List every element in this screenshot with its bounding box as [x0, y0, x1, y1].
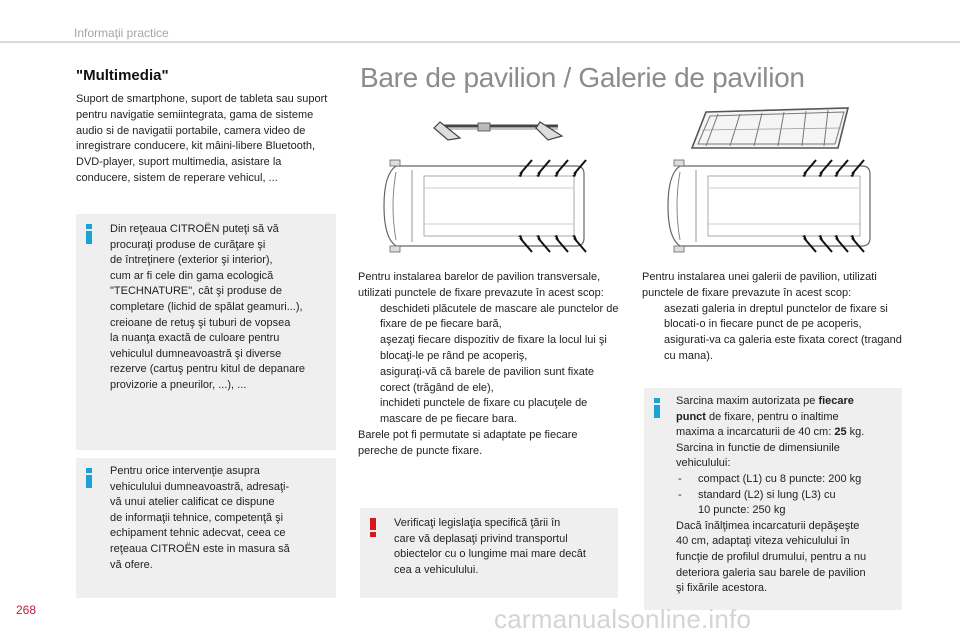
warning-box	[360, 508, 618, 598]
roof-bars-outro: Barele pot fi permutate si adaptate pe fiecare pereche de puncte fixare.	[358, 428, 578, 457]
info-icon	[654, 398, 660, 418]
list-item: asezati galeria in dreptul punctelor de fixare si blocati-o in fiecare punct de pe acoperis,	[664, 302, 888, 331]
header-divider	[0, 41, 960, 43]
van-top-view-rack	[664, 154, 876, 254]
roof-bars-intro: Pentru instalarea barelor de pavilion transversale, utilizati punctele de fixare prevazute în acest scop:	[358, 271, 604, 299]
warning-icon	[370, 518, 376, 537]
info-box-load	[644, 388, 902, 610]
warning-text: Verificaţi legislaţia specifică ţării în care vă deplasaţi privind transportul obiectelor cu o lungime mai mare decât cea a vehiculului.	[394, 517, 586, 576]
list-item: aşezaţi fiecare dispozitiv de fixare la locul lui şi blocaţi-le pe rând pe acoperiş,	[380, 334, 607, 362]
roof-bars-instructions	[358, 270, 620, 460]
list-item: asiguraţi-vă că barele de pavilion sunt fixate corect (trăgând de ele),	[380, 365, 595, 394]
section-header: Informaţii practice	[74, 26, 169, 40]
list-item: asigurati-va ca galeria este fixata corect (tragand cu mana).	[664, 334, 902, 362]
info-icon	[86, 224, 92, 244]
list-item: - compact (L1) cu 8 puncte: 200 kg	[678, 472, 862, 485]
info-box-load-text: Sarcina maxim autorizata pe fiecare punct de fixare, pentru o inaltime maxima a incarcaturii de 40 cm: 25 kg. Sarcina in functie de dimensiunile vehiculului: - compact (L1) cu 8 puncte: 200 kg - standard (L2) si lung (L3) cu 10 puncte: 250 kg Dacă înălţimea incarcaturii depăşeşte 40 cm, adaptaţi viteza vehiculului în funcţie de profilul drumului, pentru a nu deteriora galeria sau barele de pavilion şi fixările acestora.	[676, 394, 900, 597]
watermark: carmanualsonline.info	[494, 604, 752, 634]
page-title: Bare de pavilion / Galerie de pavilion	[360, 62, 805, 93]
roof-rack-illustration	[688, 104, 858, 154]
multimedia-body: Suport de smartphone, suport de tableta sau suport pentru navigatie semiintegrata, gama de sisteme audio si de navigatii portabile, camera video de inregistrare conducere, kit mâini-libere Bluetooth, DVD-player, suport multimedia, asistare la conducere, sistem de reperare vehicul, ...	[76, 93, 328, 184]
list-item: - standard (L2) si lung (L3) cu	[678, 488, 836, 501]
info-box-products	[76, 214, 336, 450]
roof-bar-illustration	[430, 108, 570, 148]
roof-rack-instructions	[642, 270, 904, 365]
multimedia-title: "Multimedia"	[76, 67, 169, 84]
list-item: inchideti punctele de fixare cu placuţele de mascare de pe fiecare bara.	[380, 397, 588, 426]
list-item: deschideti plăcutele de mascare ale punctelor de fixare de pe fiecare bară,	[380, 302, 619, 331]
van-top-view-bars	[380, 154, 590, 254]
info-box-service-text: Pentru orice intervenţie asupra vehiculului dumneavoastră, adresaţi- vă unui atelier calificat ce dispune de informaţii tehnice, competenţă şi echipament tehnic adecvat, ceea ce reţeaua CITROËN este in masura să vă ofere.	[110, 465, 290, 571]
roof-rack-intro: Pentru instalarea unei galerii de pavilion, utilizati punctele de fixare prevazute în acest scop:	[642, 271, 877, 299]
info-box-products-text: Din reţeaua CITROËN puteţi să vă procuraţi produse de curăţare şi de întreţinere (exterior şi interior), cum ar fi cele din gama ecologică "TECHNATURE", cât şi produse de completare (lichid de spălat geamuri...), creioane de retuş şi tuburi de vopsea la nuanţa exactă de culoare pentru vehiculul dumneavoastră şi diverse rezerve (cartuş pentru kitul de depanare provizorie a pneurilor, ...), ...	[110, 223, 306, 391]
info-box-service	[76, 458, 336, 598]
page-number: 268	[16, 603, 37, 617]
info-icon	[86, 468, 92, 488]
